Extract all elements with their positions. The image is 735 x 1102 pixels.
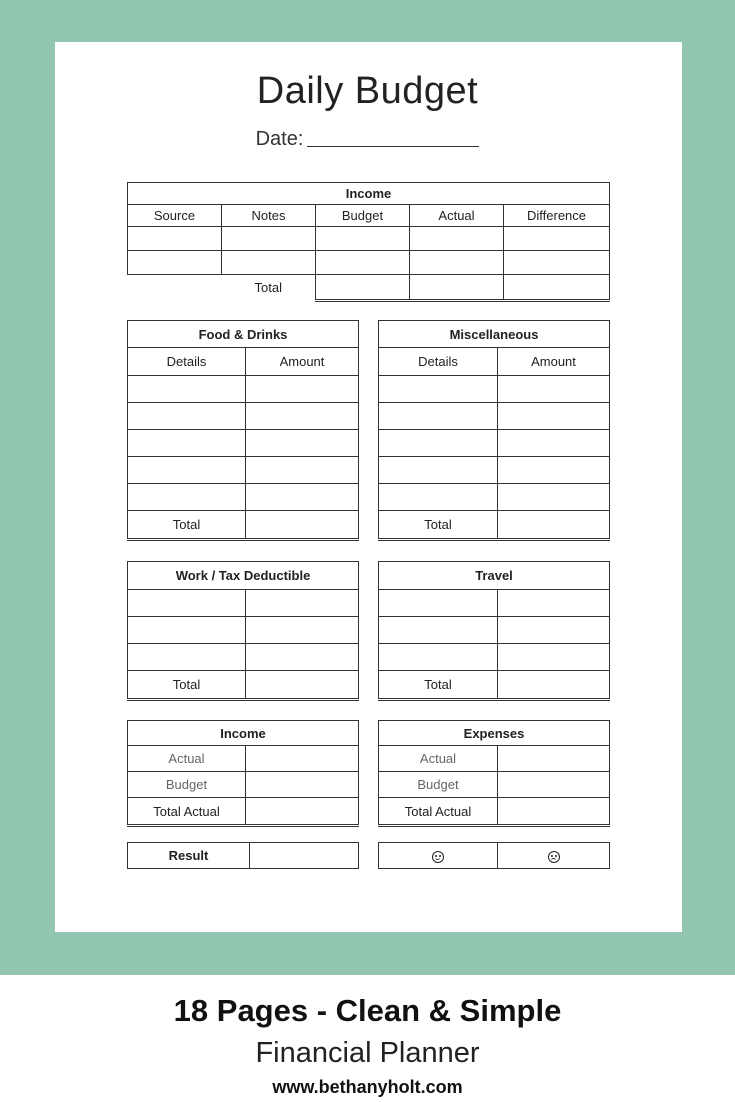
- work-tax-table: [127, 561, 359, 701]
- column-header: Source: [128, 205, 222, 227]
- income-total-row: [128, 275, 610, 301]
- details-column-header: Details: [128, 348, 246, 376]
- total-label: Total: [128, 511, 246, 540]
- total-label: Total: [379, 511, 498, 540]
- table-row: [379, 644, 610, 671]
- total-label: Total: [379, 671, 498, 700]
- total-label: Total: [128, 671, 246, 700]
- result-table: [127, 842, 359, 869]
- table-row: [379, 617, 610, 644]
- table-row: [128, 457, 359, 484]
- miscellaneous-header: Miscellaneous: [379, 321, 610, 348]
- total-row: [379, 511, 610, 540]
- income-table: [127, 182, 610, 302]
- footer-subtitle: Financial Planner: [255, 1037, 480, 1069]
- table-row: [128, 376, 359, 403]
- happy-face-icon: [432, 851, 444, 863]
- actual-label: Actual: [379, 746, 498, 772]
- summary-income-table: [127, 720, 359, 827]
- budget-label: Budget: [379, 772, 498, 798]
- total-actual-label: Total Actual: [128, 798, 246, 826]
- table-row: [379, 590, 610, 617]
- food-drinks-header: Food & Drinks: [128, 321, 359, 348]
- total-row: [379, 671, 610, 700]
- footer-headline: 18 Pages - Clean & Simple: [173, 993, 562, 1028]
- date-label: Date:: [255, 128, 304, 150]
- table-row: [128, 644, 359, 671]
- work-tax-header: Work / Tax Deductible: [128, 562, 359, 590]
- total-label: Total: [222, 275, 316, 301]
- table-row: [128, 590, 359, 617]
- amount-column-header: Amount: [246, 348, 359, 376]
- total-row: [128, 671, 359, 700]
- travel-table: [378, 561, 610, 701]
- table-row: [379, 484, 610, 511]
- budget-label: Budget: [128, 772, 246, 798]
- column-header: Notes: [222, 205, 316, 227]
- amount-column-header: Amount: [498, 348, 610, 376]
- table-row: [379, 457, 610, 484]
- table-row: [128, 484, 359, 511]
- actual-label: Actual: [128, 746, 246, 772]
- date-blank-line: [307, 131, 479, 147]
- result-label: Result: [128, 843, 250, 869]
- summary-expenses-header: Expenses: [379, 721, 610, 746]
- mood-table: [378, 842, 610, 869]
- table-row: [128, 403, 359, 430]
- food-drinks-table: [127, 320, 359, 541]
- column-header: Budget: [316, 205, 410, 227]
- footer-url[interactable]: www.bethanyholt.com: [272, 1077, 463, 1097]
- table-row: [128, 251, 610, 275]
- miscellaneous-table: [378, 320, 610, 541]
- page-title: Daily Budget: [256, 70, 479, 112]
- sad-face-icon: [548, 851, 560, 863]
- summary-income-header: Income: [128, 721, 359, 746]
- income-table-header: Income: [128, 183, 610, 205]
- summary-expenses-table: [378, 720, 610, 827]
- total-actual-label: Total Actual: [379, 798, 498, 826]
- table-row: [128, 227, 610, 251]
- travel-header: Travel: [379, 562, 610, 590]
- table-row: [128, 430, 359, 457]
- column-header: Actual: [410, 205, 504, 227]
- table-row: [379, 403, 610, 430]
- details-column-header: Details: [379, 348, 498, 376]
- column-header: Difference: [504, 205, 610, 227]
- table-row: [379, 376, 610, 403]
- table-row: [379, 430, 610, 457]
- table-row: [128, 617, 359, 644]
- total-row: [128, 511, 359, 540]
- date-field: [0, 128, 735, 151]
